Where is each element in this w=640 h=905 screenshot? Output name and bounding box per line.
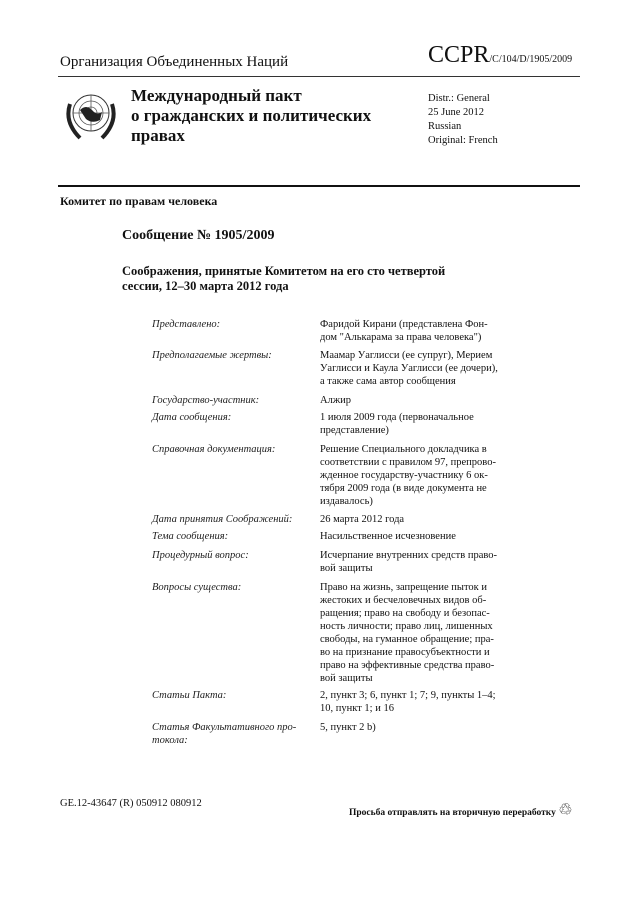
row-label: Дата принятия Соображений: — [152, 514, 293, 525]
row-value: Исчерпание внутренних средств право- вой защиты — [320, 550, 497, 574]
row-value: Право на жизнь, запрещение пыток и жестоких и бесчеловечных видов об- ращения; право на свободу и безопас- ность личности; право лиц, лишенных свободы, на гуманное обращение; пра- во на признание правосубъектности и право на эффективные средства право- вой защиты — [320, 582, 495, 684]
document-number: GE.12-43647 (R) 050912 080912 — [60, 798, 202, 809]
row-value: 5, пункт 2 b) — [320, 722, 376, 733]
original-line: Original: French — [428, 135, 498, 146]
document-title: Международный пакт о гражданских и политических правах — [131, 86, 372, 145]
committee-name: Комитет по правам человека — [60, 194, 218, 208]
date-line: 25 June 2012 — [428, 107, 484, 118]
row-value: 26 марта 2012 года — [320, 514, 405, 525]
symbol-rest: /C/104/D/1905/2009 — [489, 54, 573, 65]
row-label: Государство-участник: — [152, 395, 260, 406]
document-symbol — [428, 42, 572, 69]
recycle-text: Просьба отправлять на вторичную переработку — [349, 808, 556, 818]
row-label: Предполагаемые жертвы: — [152, 350, 272, 361]
recycle-icon: ♲ — [558, 802, 573, 819]
organization-name: Организация Объединенных Наций — [60, 54, 289, 70]
symbol-main: CCPR — [428, 42, 490, 68]
row-label: Процедурный вопрос: — [152, 550, 249, 561]
views-title: Соображения, принятые Комитетом на его сто четвертой сессии, 12–30 марта 2012 года — [122, 264, 446, 293]
row-value: Алжир — [320, 395, 351, 406]
row-value: 1 июля 2009 года (первоначальное представление) — [320, 412, 474, 436]
row-value: 2, пункт 3; 6, пункт 1; 7; 9, пункты 1–4; 10, пункт 1; и 16 — [320, 690, 496, 714]
row-label: Представлено: — [152, 319, 221, 330]
row-label: Статья Факультативного про- токола: — [152, 722, 297, 746]
row-value: Маамар Уаглисси (ее супруг), Мерием Уаглисси и Каула Уаглисси (ее дочери), а также сама автор сообщения — [320, 350, 498, 387]
header-rule — [58, 76, 580, 77]
title-rule — [58, 185, 580, 187]
row-label: Справочная документация: — [152, 444, 276, 455]
un-emblem-icon — [62, 86, 120, 149]
row-value: Насильственное исчезновение — [320, 531, 456, 542]
distribution-info — [428, 92, 498, 148]
language-line: Russian — [428, 121, 462, 132]
row-value: Фаридой Кирани (представлена Фон- дом "Алькарама за права человека") — [320, 319, 488, 343]
recycle-notice — [349, 800, 573, 820]
row-label: Дата сообщения: — [152, 412, 232, 423]
row-label: Статьи Пакта: — [152, 690, 227, 701]
distr-line: Distr.: General — [428, 93, 490, 104]
row-value: Решение Специального докладчика в соответствии с правилом 97, препрово- жденное государству-участнику 6 ок- тября 2009 года (в виде документа не издавалось) — [320, 444, 496, 507]
row-label: Тема сообщения: — [152, 531, 229, 542]
communication-number: Сообщение № 1905/2009 — [122, 228, 275, 243]
row-label: Вопросы существа: — [152, 582, 242, 593]
